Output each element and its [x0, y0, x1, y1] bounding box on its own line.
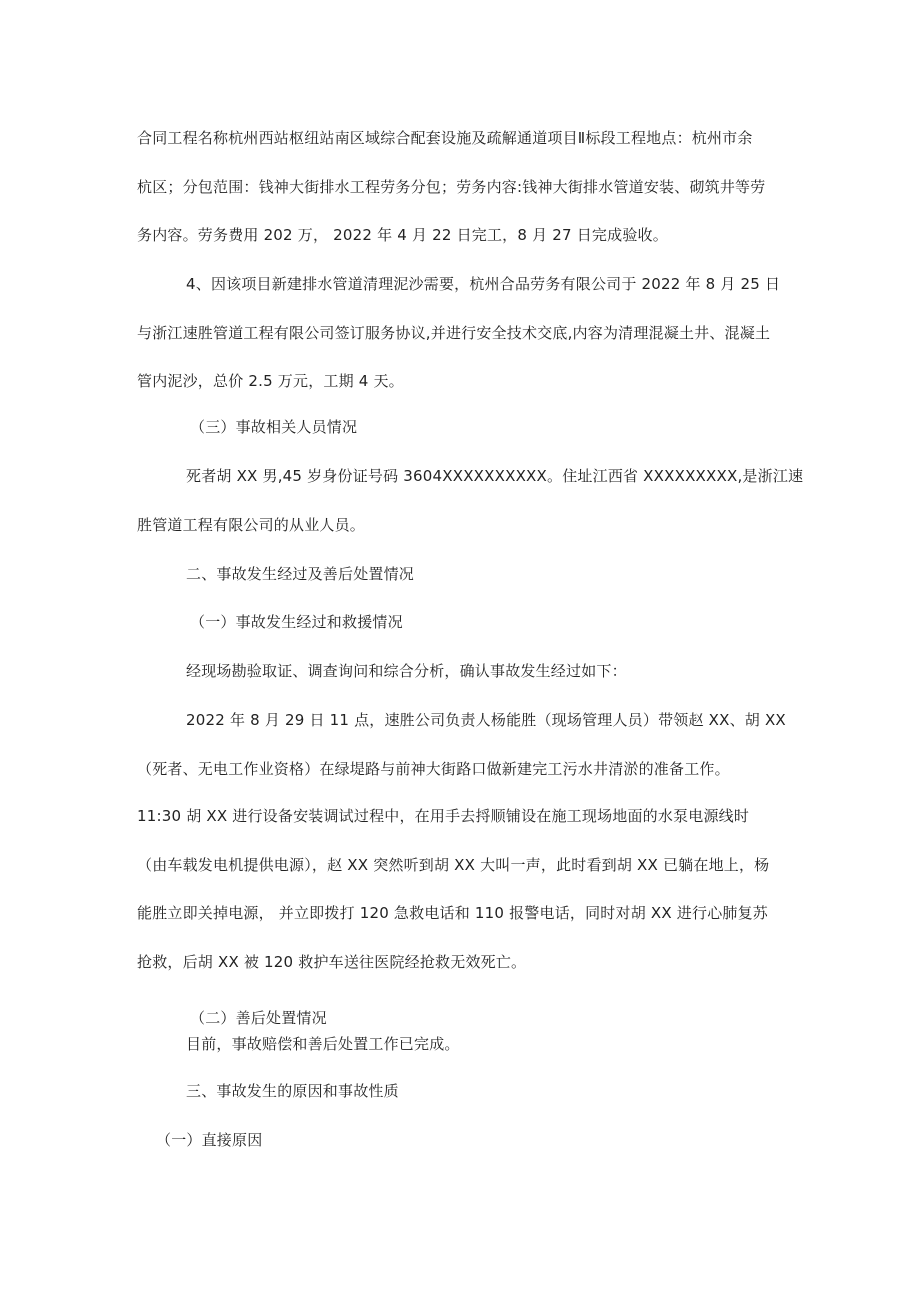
section-heading: （二）善后处置情况 — [190, 1009, 327, 1027]
paragraph-start: 目前，事故赔偿和善后处置工作已完成。 — [186, 1035, 460, 1053]
text-line: 抢救，后胡 XX 被 120 救护车送往医院经抢救无效死亡。 — [137, 953, 527, 971]
paragraph-start: 经现场勘验取证、调查询问和综合分析，确认事故发生经过如下： — [186, 662, 627, 680]
section-heading: （三）事故相关人员情况 — [190, 418, 358, 436]
text-line: 能胜立即关掉电源， 并立即拨打 120 急救电话和 110 报警电话，同时对胡 XX 进行心肺复苏 — [137, 904, 768, 922]
paragraph-start: 死者胡 XX 男,45 岁身份证号码 3604XXXXXXXXXX。住址江西省 XXXXXXXXX,是浙江速 — [186, 467, 804, 485]
text-line: 管内泥沙，总价 2.5 万元，工期 4 天。 — [137, 372, 404, 390]
text-line: 杭区；分包范围：钱神大街排水工程劳务分包；劳务内容:钱神大街排水管道安装、砌筑井等劳 — [137, 178, 766, 196]
section-heading: 三、事故发生的原因和事故性质 — [186, 1082, 399, 1100]
section-heading: （一）直接原因 — [156, 1131, 263, 1149]
text-line: 务内容。劳务费用 202 万， 2022 年 4 月 22 日完工，8 月 27 日完成验收。 — [137, 226, 668, 244]
section-heading: （一）事故发生经过和救援情况 — [190, 613, 403, 631]
text-line: 与浙江速胜管道工程有限公司签订服务协议,并进行安全技术交底,内容为清理混凝土井、混凝土 — [137, 324, 771, 342]
text-line: 胜管道工程有限公司的从业人员。 — [137, 516, 366, 534]
text-line: 11:30 胡 XX 进行设备安装调试过程中，在用手去捋顺铺设在施工现场地面的水泵电源线时 — [137, 807, 750, 825]
text-line: （死者、无电工作业资格）在绿堤路与前神大街路口做新建完工污水井清淤的准备工作。 — [137, 760, 730, 778]
text-line: 合同工程名称杭州西站枢纽站南区域综合配套设施及疏解通道项目Ⅱ标段工程地点：杭州市余 — [137, 129, 753, 147]
paragraph-start: 2022 年 8 月 29 日 11 点，速胜公司负责人杨能胜（现场管理人员）带领赵 XX、胡 XX — [186, 711, 786, 729]
paragraph-start: 4、因该项目新建排水管道清理泥沙需要，杭州合品劳务有限公司于 2022 年 8 月 25 日 — [186, 275, 781, 293]
text-line: （由车载发电机提供电源），赵 XX 突然听到胡 XX 大叫一声，此时看到胡 XX 已躺在地上，杨 — [137, 856, 770, 874]
section-heading: 二、事故发生经过及善后处置情况 — [186, 565, 415, 583]
